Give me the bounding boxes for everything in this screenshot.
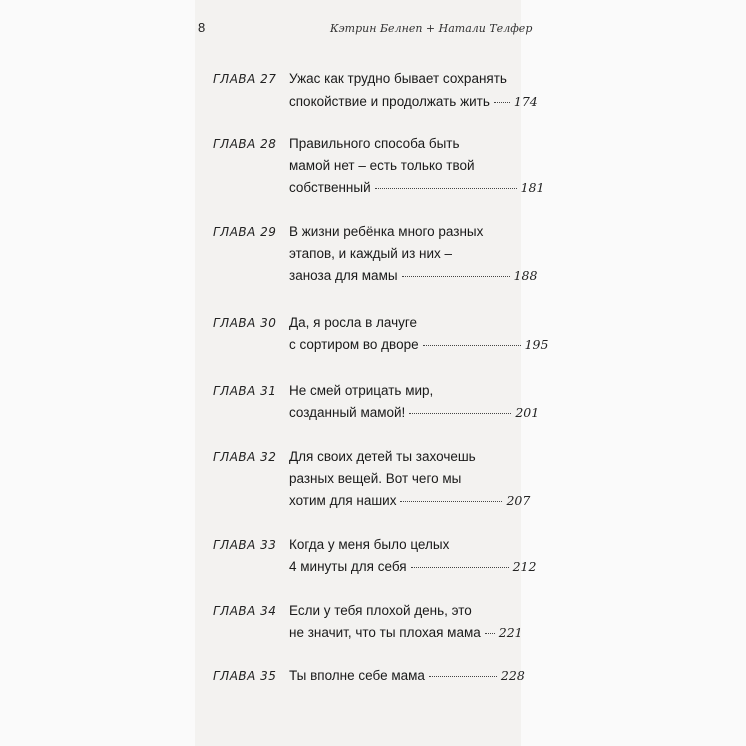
toc-title-line: спокойствие и продолжать жить 174 (289, 94, 538, 109)
toc-title-line: 4 минуты для себя 212 (289, 559, 537, 574)
toc-title-line: Когда у меня было целых (289, 537, 450, 552)
page-reference: 195 (524, 337, 549, 352)
toc-title-line: собственный 181 (289, 180, 545, 195)
chapter-label: ГЛАВА 28 (213, 137, 277, 151)
page-reference: 212 (512, 559, 537, 574)
chapter-label: ГЛАВА 27 (213, 72, 277, 86)
toc-title-line: хотим для наших 207 (289, 493, 531, 508)
chapter-label: ГЛАВА 30 (213, 316, 277, 330)
toc-title-line: Не смей отрицать мир, (289, 383, 434, 398)
toc-title-line: Для своих детей ты захочешь (289, 449, 476, 464)
page-number: 8 (198, 20, 206, 35)
toc-title-line: с сортиром во дворе 195 (289, 337, 549, 352)
page-reference: 188 (513, 268, 538, 283)
toc-title-line: мамой нет – есть только твой (289, 158, 475, 173)
page-margin-right (521, 0, 746, 746)
page-reference: 228 (500, 668, 525, 683)
toc-title-line: Да, я росла в лачуге (289, 315, 418, 330)
chapter-label: ГЛАВА 29 (213, 225, 277, 239)
toc-title-line: созданный мамой! 201 (289, 405, 540, 420)
chapter-label: ГЛАВА 34 (213, 604, 277, 618)
running-head: Кэтрин Белнеп + Натали Телфер (330, 22, 533, 35)
toc-title-line: Правильного способа быть (289, 136, 460, 151)
page-margin-left (0, 0, 195, 746)
toc-title-line: Ужас как трудно бывает сохранять (289, 71, 507, 86)
page-reference: 174 (513, 94, 538, 109)
toc-title-line: В жизни ребёнка много разных (289, 224, 484, 239)
toc-title-line: заноза для мамы 188 (289, 268, 538, 283)
chapter-label: ГЛАВА 35 (213, 669, 277, 683)
page-reference: 221 (498, 625, 523, 640)
toc-title-line: не значит, что ты плохая мама 221 (289, 625, 523, 640)
chapter-label: ГЛАВА 33 (213, 538, 277, 552)
page-reference: 207 (506, 493, 531, 508)
toc-title-line: разных вещей. Вот чего мы (289, 471, 462, 486)
toc-title-line: Если у тебя плохой день, это (289, 603, 472, 618)
toc-title-line: этапов, и каждый из них – (289, 246, 453, 261)
chapter-label: ГЛАВА 31 (213, 384, 277, 398)
toc-title-line: Ты вполне себе мама 228 (289, 668, 525, 683)
page-reference: 181 (520, 180, 545, 195)
page-reference: 201 (515, 405, 540, 420)
chapter-label: ГЛАВА 32 (213, 450, 277, 464)
